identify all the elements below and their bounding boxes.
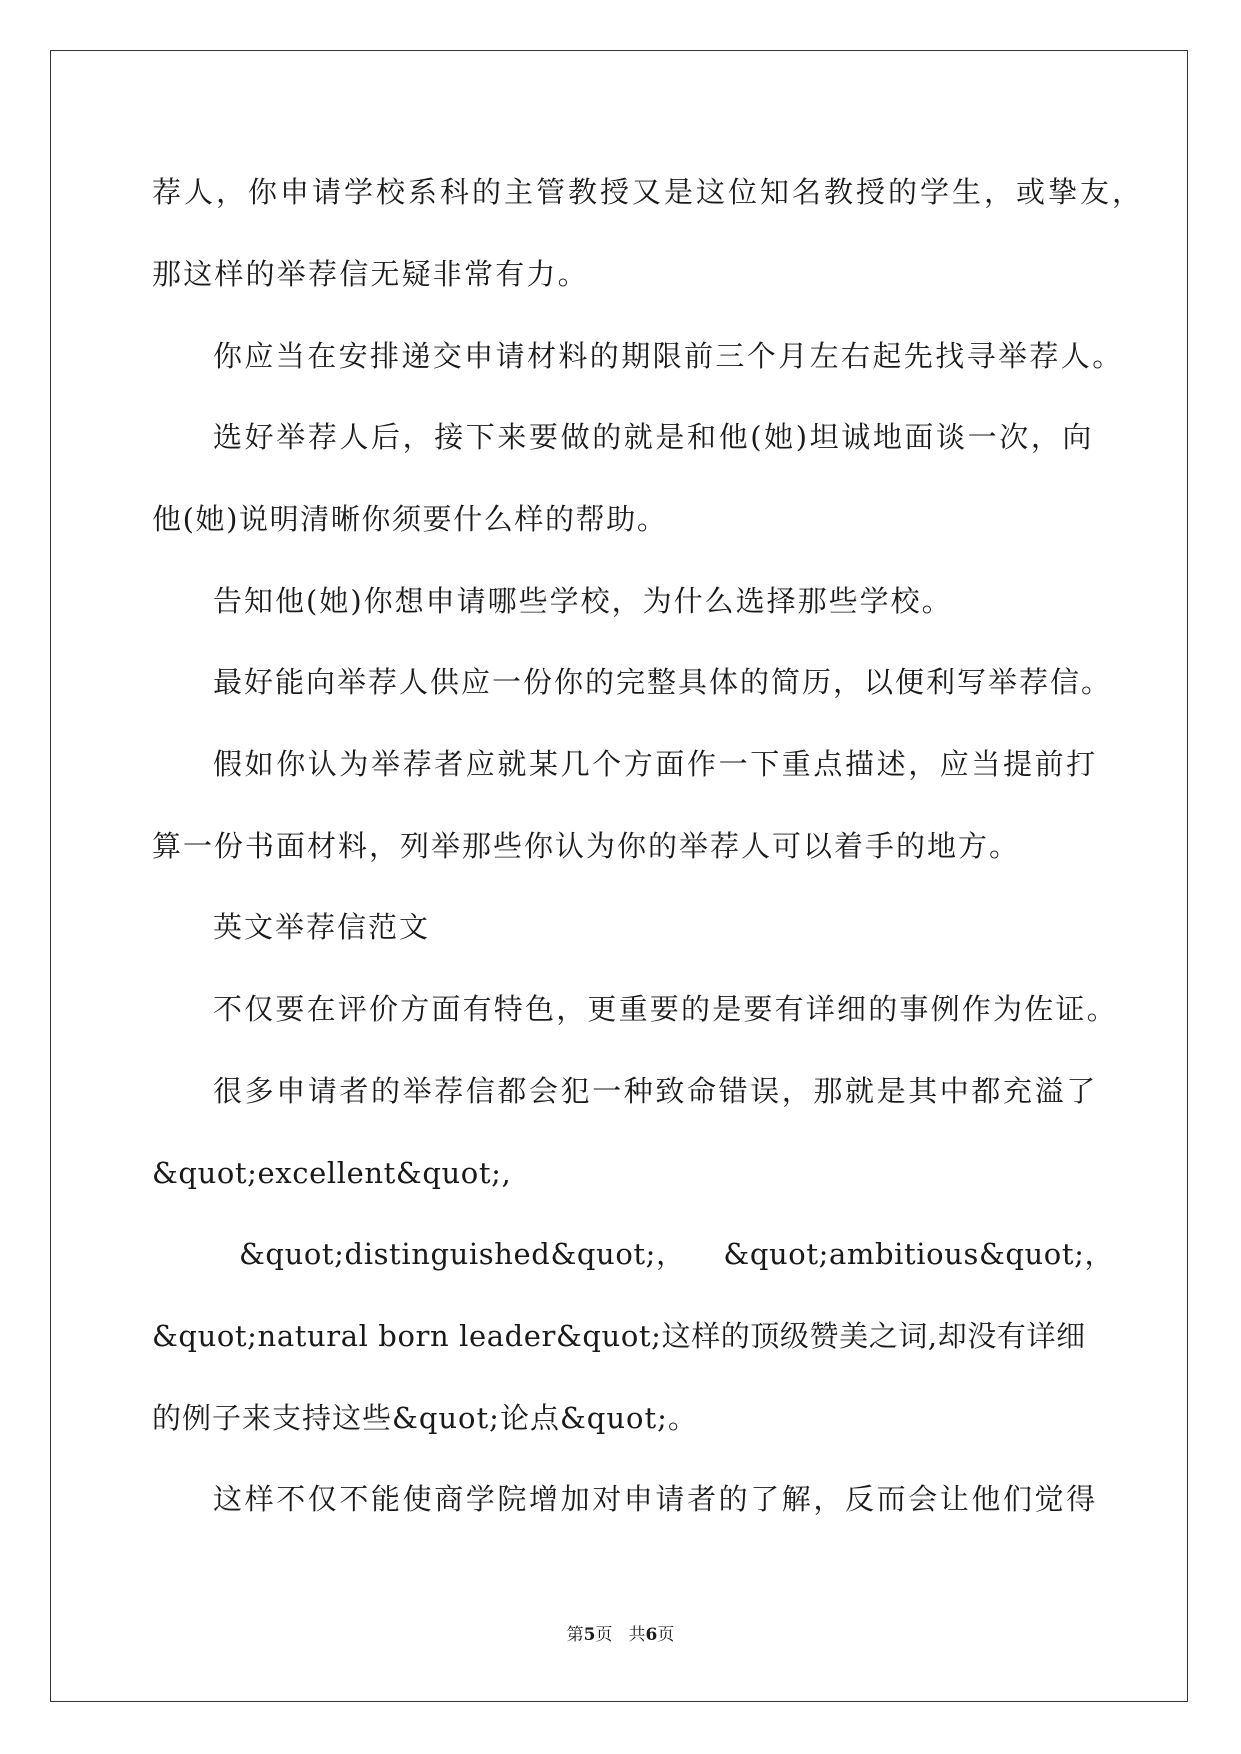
text-line: 你应当在安排递交申请材料的期限前三个月左右起先找寻举荐人。 xyxy=(213,339,1124,373)
text-line: 选好举荐人后，接下来要做的就是和他(她)坦诚地面谈一次，向 xyxy=(213,420,1095,454)
text-line: 算一份书面材料，列举那些你认为你的举荐人可以着手的地方。 xyxy=(152,829,1021,863)
total-page-number: 6 xyxy=(645,1625,658,1645)
text-line: 这样不仅不能使商学院增加对申请者的了解，反而会让他们觉得 xyxy=(213,1482,1098,1516)
text-line: 的例子来支持这些&quot;论点&quot;。 xyxy=(152,1401,698,1435)
text-line: 最好能向举荐人供应一份你的完整具体的简历，以便利写举荐信。 xyxy=(213,665,1113,699)
text-line: 很多申请者的举荐信都会犯一种致命错误，那就是其中都充溢了 xyxy=(213,1074,1098,1108)
text-line: 不仅要在评价方面有特色，更重要的是要有详细的事例作为佐证。 xyxy=(213,992,1118,1026)
text-line: 荐人，你申请学校系科的主管教授又是这位知名教授的学生，或挚友， xyxy=(152,175,1145,209)
text-line: &quot;excellent&quot;, xyxy=(152,1156,512,1190)
page-footer xyxy=(0,1624,1241,1646)
page-suffix: 页 xyxy=(595,1625,613,1645)
total-prefix: 共 xyxy=(628,1625,646,1645)
current-page-number: 5 xyxy=(583,1625,596,1645)
text-line: 那这样的举荐信无疑非常有力。 xyxy=(152,257,589,291)
text-line: 他(她)说明清晰你须要什么样的帮助。 xyxy=(152,502,668,536)
text-line: 告知他(她)你想申请哪些学校，为什么选择那些学校。 xyxy=(213,584,953,618)
text-line: &quot;natural born leader&quot;这样的顶级赞美之词,却没有详细 xyxy=(152,1319,1086,1353)
text-line: 假如你认为举荐者应就某几个方面作一下重点描述，应当提前打 xyxy=(213,747,1098,781)
total-suffix: 页 xyxy=(657,1625,675,1645)
page-border xyxy=(50,50,1188,1702)
page-prefix: 第 xyxy=(566,1625,584,1645)
section-heading: 英文举荐信范文 xyxy=(213,910,431,944)
text-line: &quot;distinguished&quot;， &quot;ambitious&quot;， xyxy=(239,1237,1115,1271)
